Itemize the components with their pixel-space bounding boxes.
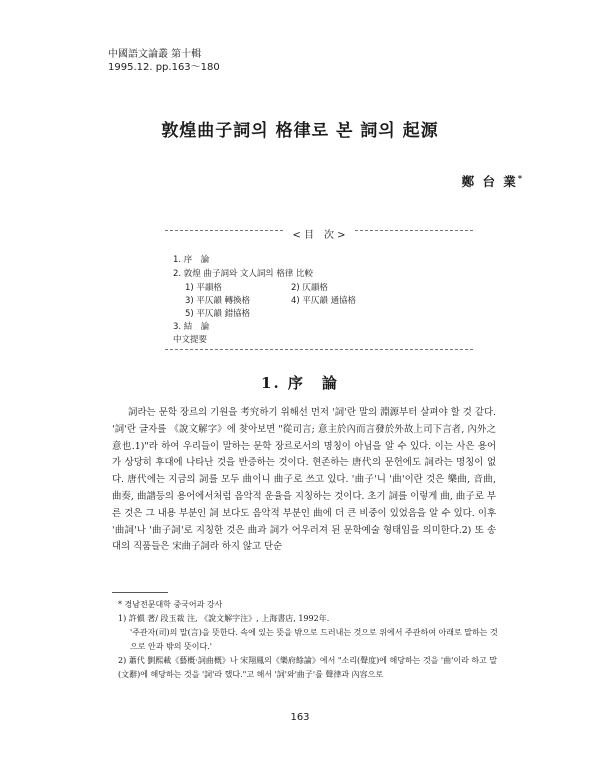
toc-heading-wrap — [165, 223, 473, 242]
footnote-1: 1) 許愼 著/ 段玉裁 注, 《說文解字注》, 上海書店, 1992年. — [118, 614, 330, 623]
toc-item: 3) 平仄韻 轉換格 — [185, 296, 251, 306]
toc-item: 1) 平韻格 — [185, 283, 222, 293]
toc-item: 中文提要 — [173, 335, 208, 345]
toc-item: 5) 平仄韻 錯協格 — [185, 309, 251, 319]
page-number: 163 — [290, 712, 310, 723]
footnote-1-continued: '주관자(司)의 말(言)을 뜻한다. 속에 있는 뜻을 밖으로 드러내는 것으로 위에서 주관하여 아래로 말하는 것으로 안과 밖의 뜻이다.' — [130, 628, 498, 651]
paper-title: 敦煌曲子詞의 格律로 본 詞의 起源 — [161, 121, 439, 141]
author-footnote-mark: * — [517, 172, 524, 183]
section-heading: 1. 序 論 — [261, 374, 339, 392]
journal-issue: 1995.12. pp.163～180 — [108, 62, 220, 73]
author-line — [462, 172, 524, 190]
toc-item: 4) 平仄韻 通協格 — [291, 296, 357, 306]
toc-heading: < 目 次 > — [284, 230, 353, 241]
body-text — [112, 405, 496, 556]
author-name: 鄭 台 業 — [461, 174, 518, 189]
footnote-affiliation: * 경남전문대학 중국어과 강사 — [118, 600, 223, 609]
table-of-contents — [165, 230, 473, 350]
journal-name: 中國語文論叢 第十輯 — [108, 49, 202, 60]
body-paragraph: 詞라는 문학 장르의 기원을 考究하기 위해선 먼저 '詞'란 말의 淵源부터 살펴야 할 것 같다. '詞'란 글자를 《說文解字》에 찾아보면 "從司言; 意主於內而言發於外故上司下言者, 內外之意也.1)"라 하여 우리들이 말하는 문학 장르로서의 명칭이 아님을 알 수 있다. 이는 사은 용어가 상당히 후대에 나타난 것을 반증하는 것이다. 현존하는 唐代의 문헌에도 詞라는 명칭이 없다. 唐代에는 지금의 詞를 모두 曲이니 曲子로 쓰고 있다. '曲子'니 '曲'이란 것은 樂曲, 音曲, 曲奏, 曲譜등의 용어에서처럼 음악적 운율을 지칭하는 것이다. 초기 詞를 이렇게 曲, 曲子로 부른 것은 그 내용 부분인 詞 보다도 음악적 부분인 曲에 더 큰 비중이 있었음을 알 수 있다. 이후 '曲詞'나 '曲子詞'로 지칭한 것은 曲과 詞가 어우러져 된 문학예술 형태임을 의미한다.2) 또 송대의 직품들은 宋曲子詞라 하지 않고 단순 — [112, 407, 496, 553]
toc-item: 2. 敦煌 曲子詞와 文人詞의 格律 比較 — [173, 269, 314, 279]
footnote-2: 2) 蕭代 劉熙載《藝概·詞曲概》나 宋翔鳳의《樂府餘論》에서 "소리(聲度)에 해당하는 것을 '曲'이라 하고 말(文辭)에 해당하는 것을 '詞'라 했다."고 해서 '詞'와'曲子'를 聲律과 內容으로 — [118, 656, 498, 679]
toc-item: 2) 仄韻格 — [291, 283, 328, 293]
footnotes — [118, 598, 498, 682]
toc-item: 1. 序 論 — [173, 255, 210, 265]
toc-item: 3. 結 論 — [173, 322, 210, 332]
footnote-rule — [112, 592, 168, 593]
journal-header — [108, 48, 220, 74]
